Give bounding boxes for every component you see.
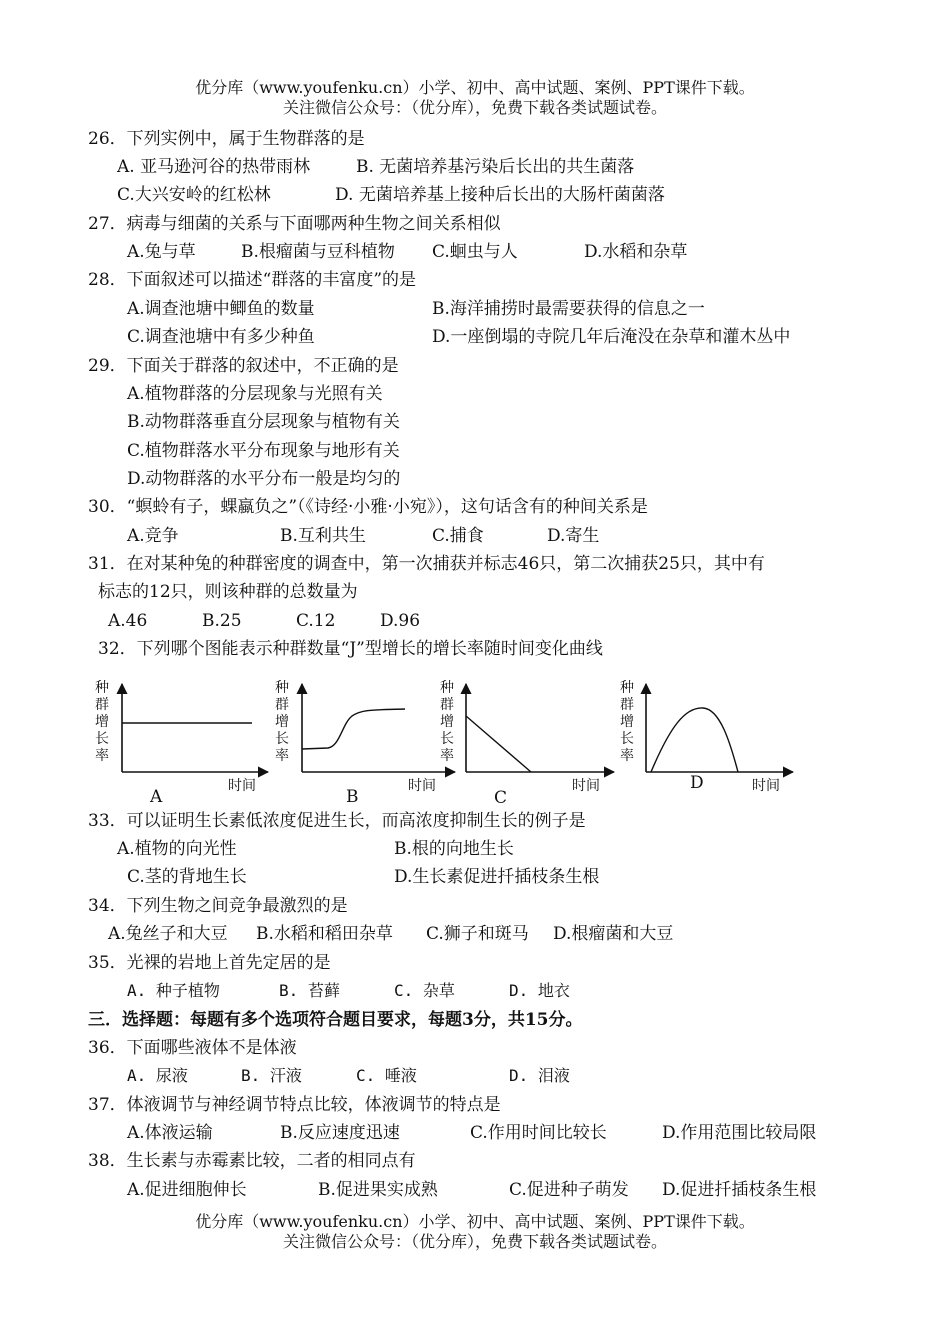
svg-text:群: 群	[275, 697, 289, 713]
question-37-option-c: C.作用时间比较长	[470, 1123, 607, 1143]
question-30-stem: 30．“螟蛉有子，蜾蠃负之”（《诗经·小雅·小宛》），这句话含有的种间关系是	[88, 497, 648, 517]
question-30-option-a: A.竞争	[127, 526, 179, 546]
svg-text:长: 长	[275, 731, 289, 747]
graph-c-curve	[466, 716, 531, 772]
question-35-option-b: B. 苔藓	[279, 981, 340, 1000]
svg-text:长: 长	[620, 731, 634, 747]
graph-b	[275, 680, 455, 807]
question-32-stem: 32．下列哪个图能表示种群数量“J”型增长的增长率随时间变化曲线	[98, 639, 603, 659]
question-30-option-b: B.互利共生	[280, 526, 366, 546]
question-27-option-b: B.根瘤菌与豆科植物	[241, 242, 395, 262]
svg-text:增: 增	[275, 714, 289, 730]
question-36-option-c: C. 唾液	[356, 1066, 417, 1085]
question-29-stem: 29．下面关于群落的叙述中，不正确的是	[88, 356, 399, 376]
question-35-stem: 35．光裸的岩地上首先定居的是	[88, 953, 331, 973]
question-36-option-b: B. 汗液	[241, 1066, 302, 1085]
question-34-option-a: A.兔丝子和大豆	[108, 924, 228, 944]
graph-b-label: B	[346, 787, 359, 807]
graph-a	[95, 680, 268, 807]
graph-c	[440, 680, 614, 808]
svg-text:种: 种	[620, 680, 634, 696]
question-37-option-b: B.反应速度迅速	[280, 1123, 400, 1143]
question-38-stem: 38．生长素与赤霉素比较，二者的相同点有	[88, 1151, 416, 1171]
svg-text:种: 种	[440, 680, 454, 696]
question-26-option-d: D. 无菌培养基上接种后长出的大肠杆菌菌落	[335, 185, 665, 205]
question-28-option-a: A.调查池塘中鲫鱼的数量	[127, 299, 315, 319]
question-33-stem: 33．可以证明生长素低浓度促进生长，而高浓度抑制生长的例子是	[88, 811, 586, 831]
question-29-option-d: D.动物群落的水平分布一般是均匀的	[127, 469, 401, 489]
svg-text:种: 种	[95, 680, 109, 696]
question-31-stem-line-1: 31．在对某种兔的种群密度的调查中，第一次捕获并标志46只，第二次捕获25只，其中有	[88, 554, 765, 574]
question-33-option-a: A.植物的向光性	[117, 839, 237, 859]
question-27-option-d: D.水稻和杂草	[584, 242, 688, 262]
svg-text:率: 率	[620, 748, 634, 764]
graph-c-label: C	[494, 788, 508, 808]
question-33-option-b: B.根的向地生长	[394, 839, 514, 859]
graph-d-xlabel: 时间	[752, 778, 780, 794]
header-line-1: 优分库（www.youfenku.cn）小学、初中、高中试题、案例、PPT课件下载。	[195, 78, 755, 97]
question-33-option-d: D.生长素促进扦插枝条生根	[394, 867, 600, 887]
graph-a-ylabel	[95, 680, 109, 764]
question-31-option-c: C.12	[296, 611, 336, 631]
header-line-2: 关注微信公众号：（优分库），免费下载各类试题试卷。	[282, 98, 667, 117]
svg-text:群: 群	[620, 697, 634, 713]
question-28-option-c: C.调查池塘中有多少种鱼	[127, 327, 315, 347]
question-37-option-d: D.作用范围比较局限	[662, 1123, 817, 1143]
question-26-option-a: A. 亚马逊河谷的热带雨林	[117, 157, 311, 177]
svg-text:率: 率	[440, 748, 454, 764]
question-33-option-c: C.茎的背地生长	[127, 867, 247, 887]
svg-text:增: 增	[440, 714, 454, 730]
question-31-option-d: D.96	[380, 611, 421, 631]
graph-c-ylabel	[440, 680, 454, 764]
svg-text:增: 增	[95, 714, 109, 730]
section-3-heading: 三．选择题：每题有多个选项符合题目要求，每题3分，共15分。	[88, 1010, 583, 1030]
question-38-option-c: C.促进种子萌发	[509, 1180, 629, 1200]
question-37-stem: 37．体液调节与神经调节特点比较，体液调节的特点是	[88, 1095, 501, 1115]
question-31-option-b: B.25	[202, 611, 242, 631]
question-35-option-c: C. 杂草	[394, 981, 455, 1000]
question-30-option-c: C.捕食	[432, 526, 484, 546]
question-26-stem: 26．下列实例中，属于生物群落的是	[88, 129, 365, 149]
question-35-option-d: D. 地衣	[509, 981, 570, 1000]
svg-text:长: 长	[95, 731, 109, 747]
question-27-stem: 27．病毒与细菌的关系与下面哪两种生物之间关系相似	[88, 214, 501, 234]
question-36-option-a: A. 尿液	[127, 1066, 188, 1085]
question-38-option-a: A.促进细胞伸长	[127, 1180, 247, 1200]
question-27-option-a: A.兔与草	[127, 242, 196, 262]
question-31-option-a: A.46	[108, 611, 148, 631]
question-28-option-b: B.海洋捕捞时最需要获得的信息之一	[432, 299, 705, 319]
graph-b-ylabel	[275, 680, 289, 764]
graph-d-label: D	[690, 773, 704, 793]
question-38-option-b: B.促进果实成熟	[318, 1180, 438, 1200]
svg-text:种: 种	[275, 680, 289, 696]
question-36-stem: 36．下面哪些液体不是体液	[88, 1038, 297, 1058]
graph-d-ylabel	[620, 680, 634, 764]
graph-b-xlabel: 时间	[408, 778, 436, 794]
question-35-option-a: A. 种子植物	[127, 981, 220, 1000]
question-26-option-c: C.大兴安岭的红松林	[117, 185, 271, 205]
question-30-option-d: D.寄生	[547, 526, 600, 546]
question-37-option-a: A.体液运输	[127, 1123, 213, 1143]
question-38-option-d: D.促进扦插枝条生根	[662, 1180, 817, 1200]
graph-a-label: A	[150, 787, 163, 807]
question-31-stem-line-2: 标志的12只，则该种群的总数量为	[98, 582, 358, 602]
svg-text:长: 长	[440, 731, 454, 747]
question-29-option-a: A.植物群落的分层现象与光照有关	[127, 384, 383, 404]
growth-rate-graphs	[0, 672, 950, 822]
footer-line-1: 优分库（www.youfenku.cn）小学、初中、高中试题、案例、PPT课件下载。	[195, 1212, 755, 1231]
svg-text:群: 群	[440, 697, 454, 713]
graph-a-xlabel: 时间	[228, 778, 256, 794]
question-29-option-b: B.动物群落垂直分层现象与植物有关	[127, 412, 400, 432]
question-29-option-c: C.植物群落水平分布现象与地形有关	[127, 441, 400, 461]
question-26-option-b: B. 无菌培养基污染后长出的共生菌落	[356, 157, 635, 177]
graph-d-curve	[651, 708, 738, 772]
svg-text:群: 群	[95, 697, 109, 713]
question-28-option-d: D.一座倒塌的寺院几年后淹没在杂草和灌木丛中	[432, 327, 791, 347]
question-34-option-b: B.水稻和稻田杂草	[256, 924, 393, 944]
footer-line-2: 关注微信公众号：（优分库），免费下载各类试题试卷。	[282, 1232, 667, 1251]
question-34-option-d: D.根瘤菌和大豆	[553, 924, 674, 944]
question-28-stem: 28．下面叙述可以描述“群落的丰富度”的是	[88, 270, 417, 290]
question-34-stem: 34．下列生物之间竞争最激烈的是	[88, 896, 348, 916]
question-34-option-c: C.狮子和斑马	[426, 924, 529, 944]
graph-d	[620, 680, 793, 794]
question-27-option-c: C.蛔虫与人	[432, 242, 518, 262]
question-36-option-d: D. 泪液	[509, 1066, 570, 1085]
graph-b-curve	[302, 709, 405, 749]
svg-text:增: 增	[620, 714, 634, 730]
svg-text:率: 率	[275, 748, 289, 764]
svg-text:率: 率	[95, 748, 109, 764]
graph-c-xlabel: 时间	[572, 778, 600, 794]
